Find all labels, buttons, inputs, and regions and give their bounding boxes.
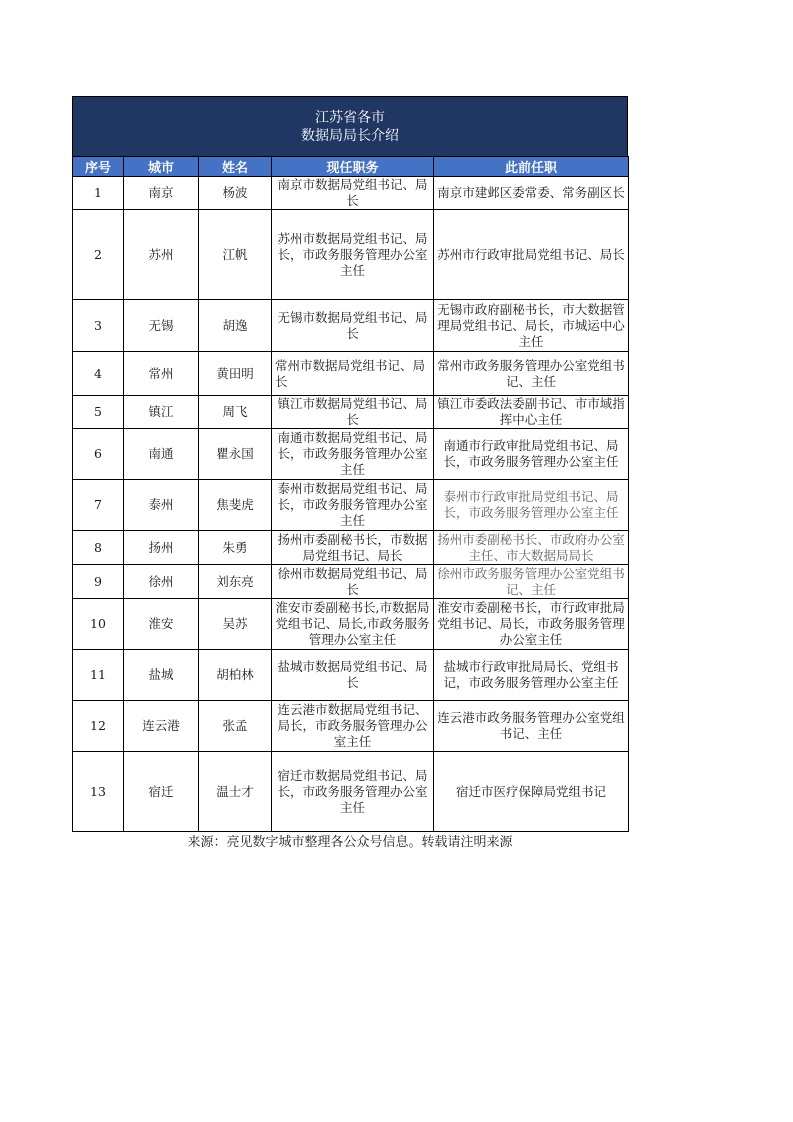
cell-no: 1 — [73, 177, 124, 210]
cell-no: 6 — [73, 429, 124, 480]
cell-current-position: 苏州市数据局党组书记、局长，市政务服务管理办公室主任 — [272, 210, 434, 300]
cell-current-position: 宿迁市数据局党组书记、局长，市政务服务管理办公室主任 — [272, 752, 434, 832]
cell-name: 江帆 — [199, 210, 272, 300]
cell-name: 焦斐虎 — [199, 480, 272, 531]
cell-name: 朱勇 — [199, 531, 272, 565]
cell-name: 温士才 — [199, 752, 272, 832]
cell-name: 胡柏林 — [199, 650, 272, 701]
table-row — [73, 300, 629, 352]
title-line-1: 江苏省各市 — [315, 109, 385, 126]
cell-current-position: 扬州市委副秘书长，市数据局党组书记、局长 — [272, 531, 434, 565]
header-current-position: 现任职务 — [272, 157, 434, 177]
table-row — [73, 396, 629, 429]
cell-city: 盐城 — [124, 650, 199, 701]
cell-no: 10 — [73, 599, 124, 650]
cell-city: 徐州 — [124, 565, 199, 599]
cell-no: 3 — [73, 300, 124, 352]
title-line-2: 数据局局长介绍 — [301, 127, 399, 144]
cell-name: 吴苏 — [199, 599, 272, 650]
cell-previous-position: 苏州市行政审批局党组书记、局长 — [434, 210, 629, 300]
cell-no: 12 — [73, 701, 124, 752]
cell-no: 11 — [73, 650, 124, 701]
cell-current-position: 南京市数据局党组书记、局长 — [272, 177, 434, 210]
cell-previous-position: 徐州市政务服务管理办公室党组书记、主任 — [434, 565, 629, 599]
cell-previous-position: 扬州市委副秘书长、市政府办公室主任、市大数据局局长 — [434, 531, 629, 565]
table-row — [73, 599, 629, 650]
header-row — [73, 157, 629, 177]
cell-previous-position: 无锡市政府副秘书长，市大数据管理局党组书记、局长，市城运中心主任 — [434, 300, 629, 352]
cell-name: 张孟 — [199, 701, 272, 752]
cell-current-position: 盐城市数据局党组书记、局长 — [272, 650, 434, 701]
cell-city: 南京 — [124, 177, 199, 210]
cell-current-position: 常州市数据局党组书记、局长 — [272, 352, 434, 396]
table-row — [73, 352, 629, 396]
cell-previous-position: 宿迁市医疗保障局党组书记 — [434, 752, 629, 832]
cell-city: 泰州 — [124, 480, 199, 531]
cell-no: 9 — [73, 565, 124, 599]
cell-previous-position: 南京市建邺区委常委、常务副区长 — [434, 177, 629, 210]
source-note: 来源：亮见数字城市整理各公众号信息。转载请注明来源 — [187, 835, 513, 850]
cell-current-position: 泰州市数据局党组书记、局长，市政务服务管理办公室主任 — [272, 480, 434, 531]
header-city: 城市 — [124, 157, 199, 177]
cell-city: 连云港 — [124, 701, 199, 752]
cell-previous-position: 南通市行政审批局党组书记、局长，市政务服务管理办公室主任 — [434, 429, 629, 480]
cell-name: 周飞 — [199, 396, 272, 429]
cell-city: 淮安 — [124, 599, 199, 650]
cell-no: 2 — [73, 210, 124, 300]
cell-current-position: 徐州市数据局党组书记、局长 — [272, 565, 434, 599]
cell-no: 7 — [73, 480, 124, 531]
cell-name: 瞿永国 — [199, 429, 272, 480]
table-row — [73, 752, 629, 832]
table-row — [73, 701, 629, 752]
cell-city: 扬州 — [124, 531, 199, 565]
cell-city: 常州 — [124, 352, 199, 396]
cell-current-position: 南通市数据局党组书记、局长，市政务服务管理办公室主任 — [272, 429, 434, 480]
cell-name: 刘东亮 — [199, 565, 272, 599]
cell-current-position: 淮安市委副秘书长,市数据局党组书记、局长,市政务服务管理办公室主任 — [272, 599, 434, 650]
cell-city: 宿迁 — [124, 752, 199, 832]
table-row — [73, 177, 629, 210]
cell-previous-position: 连云港市政务服务管理办公室党组书记、主任 — [434, 701, 629, 752]
cell-city: 南通 — [124, 429, 199, 480]
cell-name: 杨波 — [199, 177, 272, 210]
header-no: 序号 — [73, 157, 124, 177]
cell-city: 镇江 — [124, 396, 199, 429]
table-title — [72, 96, 628, 156]
table-row — [73, 429, 629, 480]
cell-current-position: 镇江市数据局党组书记、局长 — [272, 396, 434, 429]
cell-previous-position: 常州市政务服务管理办公室党组书记、主任 — [434, 352, 629, 396]
cell-no: 13 — [73, 752, 124, 832]
cell-city: 苏州 — [124, 210, 199, 300]
cell-current-position: 连云港市数据局党组书记、局长，市政务服务管理办公室主任 — [272, 701, 434, 752]
cell-name: 黄田明 — [199, 352, 272, 396]
cell-previous-position: 镇江市委政法委副书记、市市域指挥中心主任 — [434, 396, 629, 429]
director-table — [72, 156, 629, 832]
cell-no: 5 — [73, 396, 124, 429]
cell-previous-position: 泰州市行政审批局党组书记、局长，市政务服务管理办公室主任 — [434, 480, 629, 531]
cell-previous-position: 盐城市行政审批局局长、党组书记，市政务服务管理办公室主任 — [434, 650, 629, 701]
table-row — [73, 210, 629, 300]
header-name: 姓名 — [199, 157, 272, 177]
table-row — [73, 531, 629, 565]
cell-no: 8 — [73, 531, 124, 565]
cell-no: 4 — [73, 352, 124, 396]
header-previous-position: 此前任职 — [434, 157, 629, 177]
table-row — [73, 650, 629, 701]
cell-previous-position: 淮安市委副秘书长，市行政审批局党组书记、局长，市政务服务管理办公室主任 — [434, 599, 629, 650]
cell-name: 胡逸 — [199, 300, 272, 352]
cell-city: 无锡 — [124, 300, 199, 352]
cell-current-position: 无锡市数据局党组书记、局长 — [272, 300, 434, 352]
table-row — [73, 565, 629, 599]
data-bureau-table-sheet — [72, 96, 628, 832]
table-row — [73, 480, 629, 531]
